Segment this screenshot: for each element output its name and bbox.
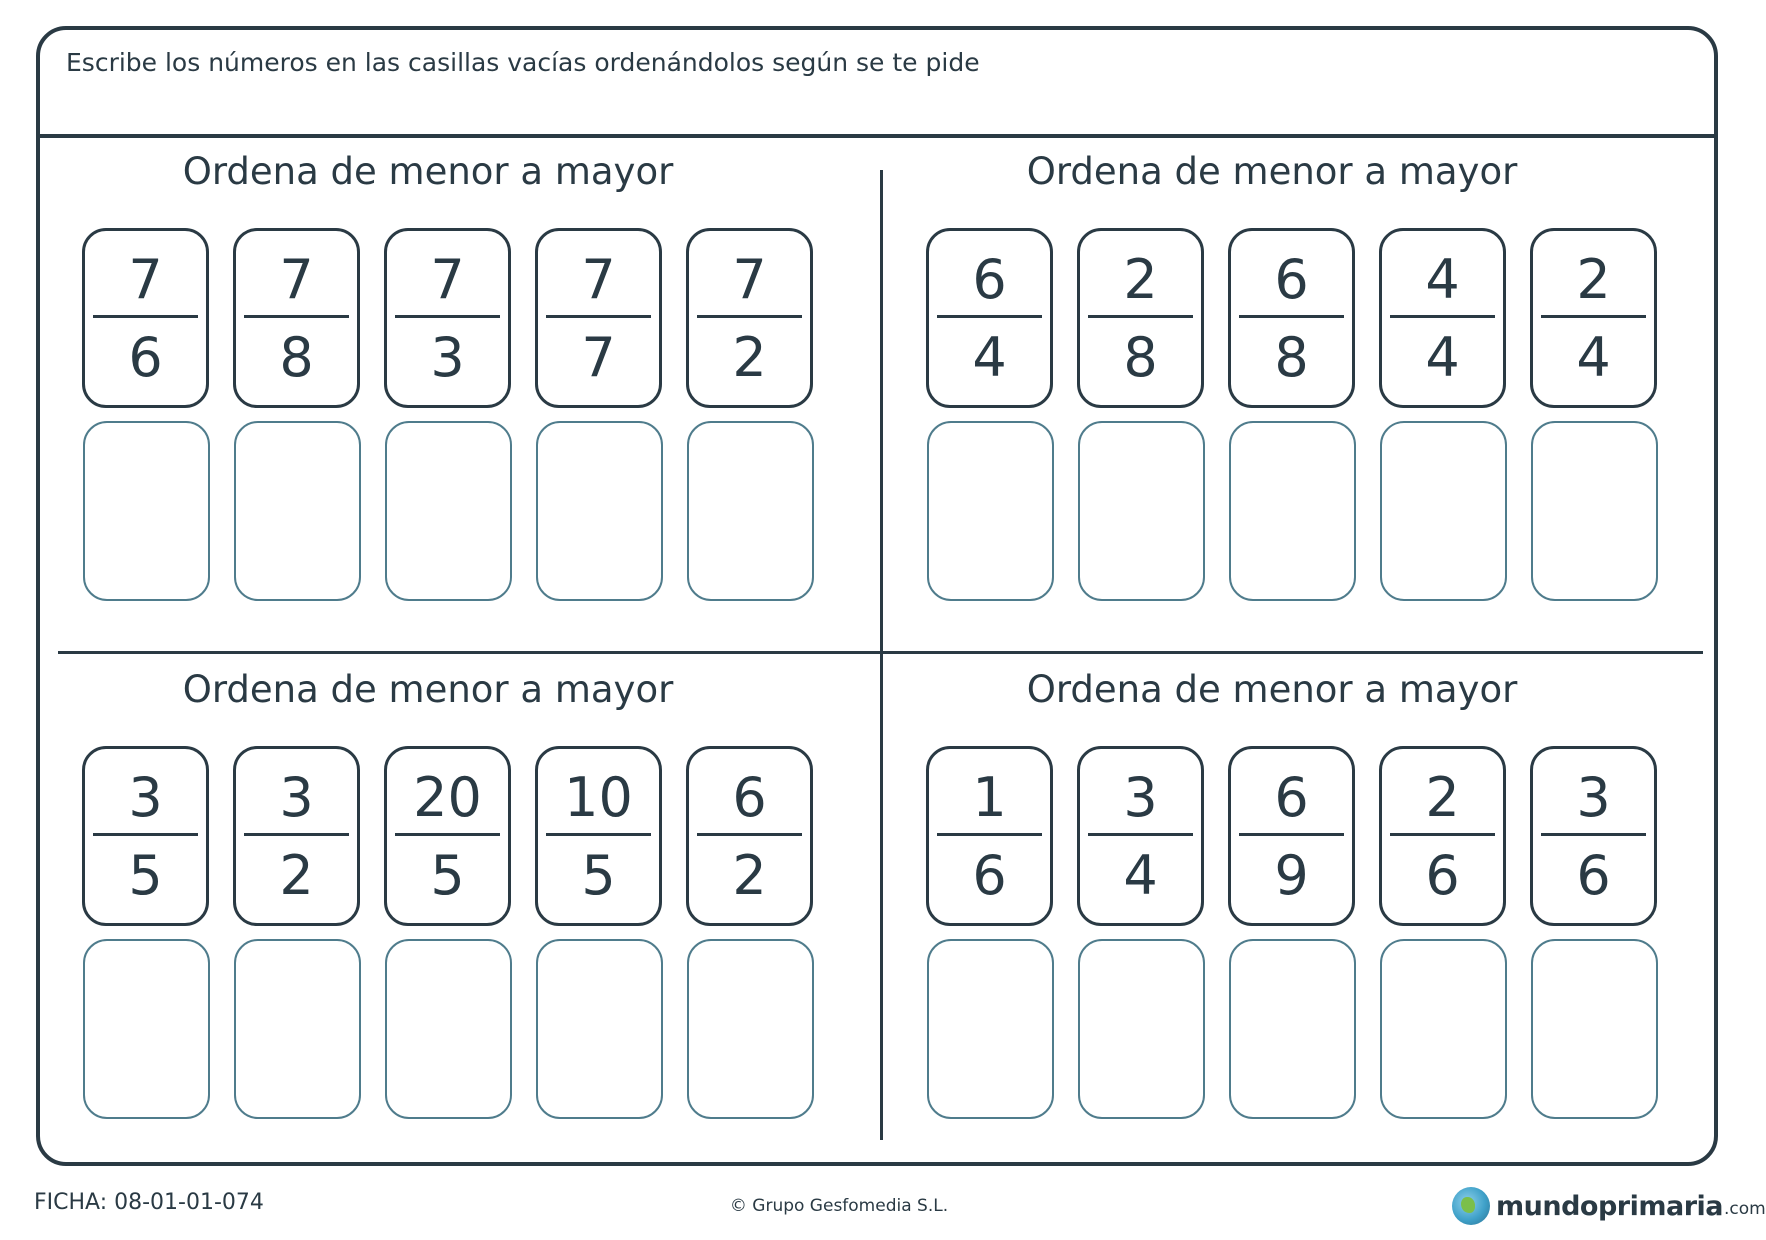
- instruction-text: Escribe los números en las casillas vacías ordenándolos según se te pide: [66, 48, 980, 77]
- copyright-notice: © Grupo Gesfomedia S.L.: [729, 1196, 949, 1216]
- worksheet-frame: [36, 26, 1718, 1166]
- answer-box[interactable]: [536, 421, 663, 601]
- fraction-bar: [395, 833, 500, 836]
- fraction-denominator: 8: [1274, 326, 1309, 389]
- fraction-denominator: 5: [581, 844, 616, 907]
- fraction-bar: [1390, 315, 1495, 318]
- fraction-bar: [244, 315, 349, 318]
- fraction-card: [1530, 746, 1657, 926]
- answer-box[interactable]: [83, 939, 210, 1119]
- fraction-bar: [546, 833, 651, 836]
- fraction-numerator: 3: [1576, 766, 1611, 829]
- fraction-numerator: 2: [1425, 766, 1460, 829]
- answer-box[interactable]: [687, 421, 814, 601]
- fraction-bar: [1088, 315, 1193, 318]
- fraction-numerator: 6: [1274, 766, 1309, 829]
- fraction-bar: [1239, 315, 1344, 318]
- exercise-title: Ordena de menor a mayor: [182, 668, 674, 711]
- answer-box[interactable]: [234, 939, 361, 1119]
- fraction-denominator: 8: [279, 326, 314, 389]
- fraction-bar: [697, 315, 802, 318]
- fraction-numerator: 1: [972, 766, 1007, 829]
- fraction-card: [82, 228, 209, 408]
- fraction-denominator: 6: [1576, 844, 1611, 907]
- exercise-top-right: [902, 150, 1662, 620]
- answer-box[interactable]: [927, 421, 1054, 601]
- fraction-card: [926, 746, 1053, 926]
- fraction-denominator: 5: [430, 844, 465, 907]
- exercise-title: Ordena de menor a mayor: [182, 150, 674, 193]
- exercise-bottom-left: [58, 668, 818, 1138]
- fraction-bar: [1541, 833, 1646, 836]
- fraction-bar: [1239, 833, 1344, 836]
- fraction-card: [1077, 746, 1204, 926]
- fraction-card: [686, 746, 813, 926]
- fraction-denominator: 9: [1274, 844, 1309, 907]
- fraction-numerator: 7: [430, 248, 465, 311]
- fraction-card: [535, 746, 662, 926]
- fraction-card: [535, 228, 662, 408]
- vertical-divider: [880, 170, 883, 1140]
- fraction-card: [1228, 228, 1355, 408]
- fraction-card: [1228, 746, 1355, 926]
- fraction-bar: [93, 315, 198, 318]
- answer-box[interactable]: [1078, 421, 1205, 601]
- fraction-denominator: 7: [581, 326, 616, 389]
- fraction-bar: [1541, 315, 1646, 318]
- fraction-bar: [395, 315, 500, 318]
- brand-tld: .com: [1724, 1199, 1766, 1219]
- fraction-card: [233, 228, 360, 408]
- answer-box[interactable]: [687, 939, 814, 1119]
- fraction-bar: [244, 833, 349, 836]
- fraction-numerator: 20: [413, 766, 482, 829]
- answer-box[interactable]: [536, 939, 663, 1119]
- answer-box[interactable]: [83, 421, 210, 601]
- exercise-title: Ordena de menor a mayor: [1026, 668, 1518, 711]
- horizontal-divider: [58, 651, 1703, 654]
- fraction-denominator: 4: [972, 326, 1007, 389]
- fraction-numerator: 3: [128, 766, 163, 829]
- fraction-denominator: 6: [1425, 844, 1460, 907]
- fraction-bar: [93, 833, 198, 836]
- exercise-title: Ordena de menor a mayor: [1026, 150, 1518, 193]
- fraction-card: [1379, 746, 1506, 926]
- fraction-numerator: 2: [1123, 248, 1158, 311]
- answer-box[interactable]: [385, 939, 512, 1119]
- answer-box[interactable]: [1380, 421, 1507, 601]
- fraction-card: [384, 746, 511, 926]
- fraction-denominator: 4: [1425, 326, 1460, 389]
- fraction-card: [1077, 228, 1204, 408]
- fraction-card: [384, 228, 511, 408]
- fraction-denominator: 2: [732, 326, 767, 389]
- answer-box[interactable]: [1380, 939, 1507, 1119]
- answer-box[interactable]: [1229, 421, 1356, 601]
- fraction-card: [233, 746, 360, 926]
- fraction-denominator: 6: [972, 844, 1007, 907]
- fraction-denominator: 3: [430, 326, 465, 389]
- fraction-denominator: 8: [1123, 326, 1158, 389]
- fraction-card: [686, 228, 813, 408]
- answer-box[interactable]: [1229, 939, 1356, 1119]
- exercise-bottom-right: [902, 668, 1662, 1138]
- fraction-numerator: 2: [1576, 248, 1611, 311]
- fraction-denominator: 4: [1576, 326, 1611, 389]
- globe-icon: [1452, 1187, 1490, 1225]
- fraction-numerator: 7: [279, 248, 314, 311]
- exercise-top-left: [58, 150, 818, 620]
- fraction-numerator: 4: [1425, 248, 1460, 311]
- fraction-bar: [937, 315, 1042, 318]
- answer-box[interactable]: [1531, 939, 1658, 1119]
- brand-logo[interactable]: [1452, 1184, 1766, 1228]
- fraction-card: [1530, 228, 1657, 408]
- worksheet-code: FICHA: 08-01-01-074: [34, 1190, 264, 1215]
- answer-box[interactable]: [385, 421, 512, 601]
- answer-box[interactable]: [1078, 939, 1205, 1119]
- fraction-bar: [1390, 833, 1495, 836]
- header-divider: [40, 134, 1714, 138]
- fraction-denominator: 2: [279, 844, 314, 907]
- fraction-bar: [697, 833, 802, 836]
- answer-box[interactable]: [1531, 421, 1658, 601]
- fraction-card: [926, 228, 1053, 408]
- fraction-bar: [1088, 833, 1193, 836]
- fraction-denominator: 4: [1123, 844, 1158, 907]
- fraction-numerator: 10: [564, 766, 633, 829]
- fraction-denominator: 6: [128, 326, 163, 389]
- fraction-numerator: 7: [732, 248, 767, 311]
- fraction-denominator: 2: [732, 844, 767, 907]
- fraction-numerator: 6: [972, 248, 1007, 311]
- fraction-denominator: 5: [128, 844, 163, 907]
- brand-name: mundoprimaria: [1496, 1190, 1723, 1222]
- fraction-bar: [546, 315, 651, 318]
- answer-box[interactable]: [927, 939, 1054, 1119]
- fraction-card: [1379, 228, 1506, 408]
- fraction-numerator: 7: [128, 248, 163, 311]
- fraction-numerator: 6: [732, 766, 767, 829]
- fraction-card: [82, 746, 209, 926]
- fraction-numerator: 3: [279, 766, 314, 829]
- fraction-numerator: 7: [581, 248, 616, 311]
- answer-box[interactable]: [234, 421, 361, 601]
- fraction-bar: [937, 833, 1042, 836]
- fraction-numerator: 6: [1274, 248, 1309, 311]
- fraction-numerator: 3: [1123, 766, 1158, 829]
